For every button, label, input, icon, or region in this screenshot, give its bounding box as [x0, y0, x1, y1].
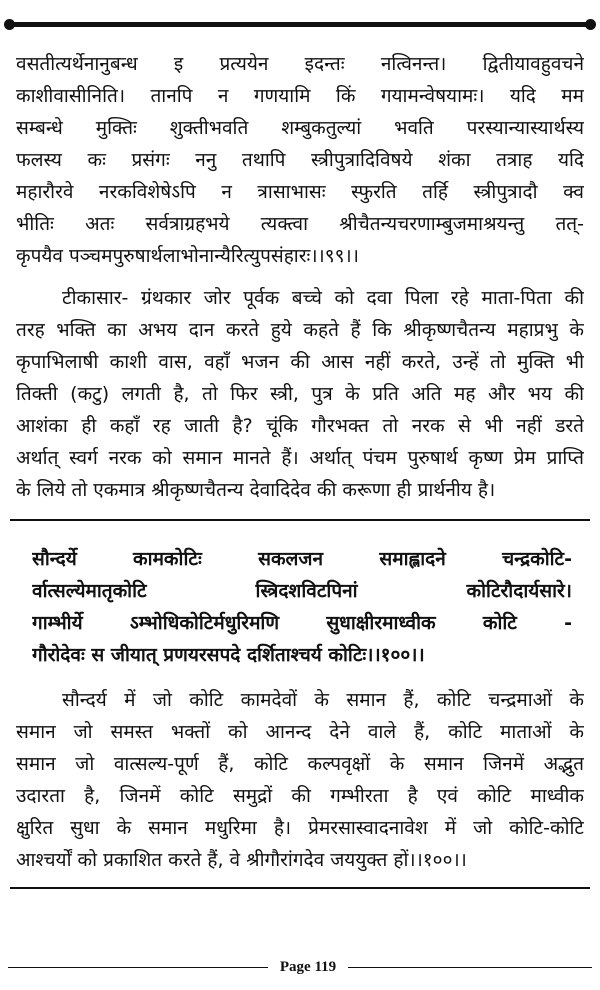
footer-rule-right [348, 967, 592, 968]
verse-line: गाम्भीर्ये ऽम्भोधिकोटिर्मधुरिमणि सुधाक्षीरमाध्वीक कोटि - [32, 612, 572, 634]
text-line: तरह भक्ति का अभय दान करते हुये कहते हैं कि श्रीकृष्णचैतन्य महाप्रभु के [16, 319, 584, 341]
page-footer [0, 955, 600, 979]
footer-rule-left [8, 967, 268, 968]
text-line: फलस्य कः प्रसंगः ननु तथापि स्त्रीपुत्रादिविषये शंका तत्राह यदि [16, 149, 584, 171]
verse-line: सौन्दर्ये कामकोटिः सकलजन समाह्लादने चन्द्रकोटि- [32, 548, 572, 570]
verse-line: र्वात्सल्येमातृकोटि स्त्रिदशविटपिनां कोटिरौदार्यसारे। [32, 580, 572, 602]
text-line: टीकासार- ग्रंथकार जोर पूर्वक बच्चे को दवा पिला रहे माता-पिता की [62, 287, 584, 309]
text-line: तिक्ती (कटु) लगती है, तो फिर स्त्री, पुत्र के प्रति अति मह और भय की [16, 383, 584, 405]
text-line: काशीवासीनिति। तानपि न गणयामि किं गयामन्वेषयामः। यदि मम [16, 85, 584, 107]
text-line: महारौरवे नरकविशेषेऽपि न त्रासाभासः स्फुरति तर्हि स्त्रीपुत्रादौ क्व [16, 181, 584, 203]
text-line: उदारता है, जिनमें कोटि समुद्रों की गम्भीरता है एवं कोटि माध्वीक [16, 785, 584, 807]
text-line: सौन्दर्य में जो कोटि कामदेवों के समान हैं, कोटि चन्द्रमाओं के [62, 689, 584, 711]
text-line: के लिये तो एकमात्र श्रीकृष्णचैतन्य देवादिदेव की करूणा ही प्रार्थनीय है। [16, 479, 496, 501]
text-line: समान जो वात्सल्य-पूर्ण हैं, कोटि कल्पवृक्षों के समान जिनमें अद्भुत [16, 753, 584, 775]
section-divider [10, 519, 590, 521]
text-line: क्षुरित सुधा के समान मधुरिमा है। प्रेमरसास्वादनावेश में जो कोटि-कोटि [16, 817, 584, 839]
text-line: समान जो समस्त भक्तों को आनन्द देने वाले हैं, कोटि माताओं के [16, 721, 584, 743]
text-line: आश्चर्यों को प्रकाशित करते हैं, वे श्रीगौरांगदेव जययुक्त हों।।१००।। [16, 849, 467, 871]
top-border-rule [8, 22, 592, 27]
page-number: Page 119 [279, 959, 337, 975]
text-line: कृपाभिलाषी काशी वास, वहाँ भजन की आस नहीं करते, उन्हें तो मुक्ति भी [16, 351, 584, 373]
text-line: आशंका ही कहाँ रह जाती है? चूंकि गौरभक्त तो नरक से भी नहीं डरते [16, 415, 584, 437]
verse-line: गौरोदेवः स जीयात् प्रणयरसपदे दर्शिताश्चर्य कोटिः।।१००।। [32, 644, 425, 666]
text-line: अर्थात् स्वर्ग नरक को समान मानते हैं। अर्थात् पंचम पुरुषार्थ कृष्ण प्रेम प्राप्ति [16, 447, 584, 469]
text-line: वसतीत्यर्थेनानुबन्ध इ प्रत्ययेन इदन्तः नत्विनन्त। द्वितीयावहुवचने [16, 53, 584, 75]
text-line: भीतिः अतः सर्वत्राग्रहभये त्यक्त्वा श्रीचैतन्यचरणाम्बुजमाश्रयन्तु तत्- [16, 213, 584, 235]
section-divider [10, 887, 590, 889]
text-line: कृपयैव पञ्चमपुरुषार्थलाभोनान्यैरित्युपसंहारः।।९९।। [16, 245, 359, 267]
text-line: सम्बन्धे मुक्तिः शुक्तीभवति शम्बुकतुल्यां भवति परस्यान्यास्यार्थस्य [16, 117, 584, 139]
